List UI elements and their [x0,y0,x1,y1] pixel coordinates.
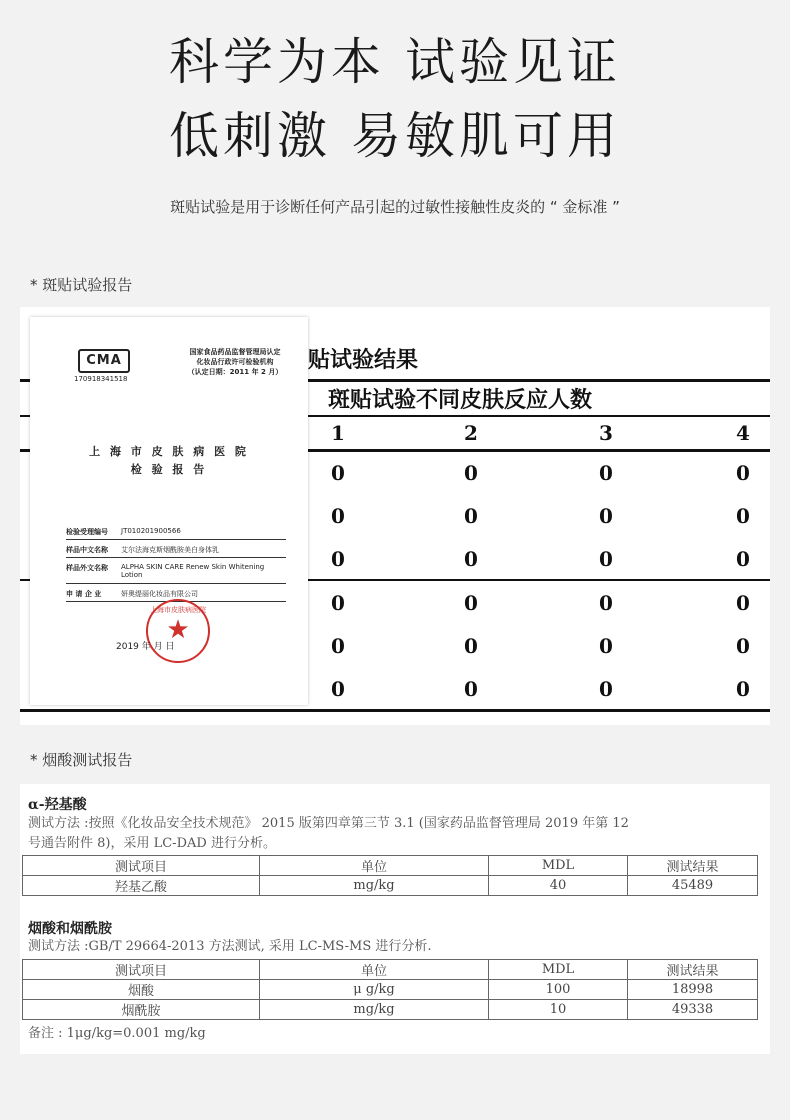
section-label-patch-test: * 斑贴试验报告 [30,276,133,294]
result-cell: 0 [464,461,478,485]
hospital-name: 上 海 市 皮 肤 病 医 院 [89,445,249,458]
table-cell: μ g/kg [260,980,489,1000]
doc-row-label: 申 请 企 业 [66,590,102,598]
report-date: 2019 年 月 日 [116,642,175,652]
seal-text: 上海市皮肤病医院 [150,606,206,614]
result-cell: 0 [736,634,750,658]
authority-line: 国家食品药品监督管理局认定 [189,348,281,356]
result-cell: 0 [464,677,478,701]
result-cell: 0 [736,461,750,485]
result-cell: 0 [599,677,613,701]
star-icon: ★ [166,615,190,645]
results-subtitle: 斑贴试验不同皮肤反应人数 [328,387,593,413]
doc-row-value: ALPHA SKIN CARE Renew Skin Whitening Lotion [121,563,265,579]
authority-line: （认定日期：2011 年 2 月） [187,368,283,376]
doc-row-label: 样品中文名称 [66,546,108,554]
table-row [23,980,758,1000]
result-cell: 0 [599,634,613,658]
table-header-cell: MDL [489,960,628,980]
result-cell: 0 [736,591,750,615]
block1-heading: α-羟基酸 [28,797,87,813]
result-cell: 0 [736,504,750,528]
table-cell: mg/kg [260,876,489,896]
table-row [23,876,758,896]
result-cell: 0 [736,547,750,571]
note: 备注 : 1μg/kg=0.001 mg/kg [28,1026,206,1041]
report-title: 检 验 报 告 [130,463,208,476]
result-cell: 0 [464,504,478,528]
table-cell: 45489 [628,876,758,896]
section-label-niacin-test: * 烟酸测试报告 [30,751,133,769]
table-header-row [23,856,758,876]
table-cell: 烟酸 [23,980,260,1000]
niacin-test-report-image [20,784,770,1054]
table-header-cell: MDL [489,856,628,876]
block2-heading: 烟酸和烟酰胺 [28,921,112,937]
table-cell: 烟酰胺 [23,1000,260,1020]
block2-table [22,959,758,1020]
doc-row-value: 艾尔法海克斯烟酰胺美白身体乳 [121,546,219,554]
authority-line: 化妆品行政许可检验机构 [196,358,274,366]
patch-test-report-image [20,307,770,725]
inspection-report-document [30,317,308,705]
table-header-cell: 测试项目 [23,960,260,980]
table-header-cell: 测试结果 [628,856,758,876]
result-cell: 0 [464,591,478,615]
authority-text [180,347,290,377]
table-header-row [23,960,758,980]
headline-line-1: 科学为本 试验见证 [169,33,621,91]
result-cell: 0 [331,634,345,658]
table-header-cell: 单位 [260,856,489,876]
table-cell: 18998 [628,980,758,1000]
table-header-cell: 测试项目 [23,856,260,876]
column-header-3: 3 [599,421,613,445]
result-cell: 0 [331,677,345,701]
subtitle: 斑贴试验是用于诊断任何产品引起的过敏性接触性皮炎的 “ 金标准 ” [170,198,620,216]
column-header-2: 2 [464,421,478,445]
red-seal [146,599,210,663]
block1-method-line1: 测试方法 :按照《化妆品安全技术规范》 2015 版第四章第三节 3.1 (国家药品监督管理局 2019 年第 12 [28,816,629,831]
column-header-4: 4 [736,421,750,445]
doc-row [66,561,286,584]
cma-number: 170918341518 [74,375,128,383]
table-row [23,1000,758,1020]
doc-row-label: 样品外文名称 [66,564,108,572]
table-cell: 10 [489,1000,628,1020]
result-cell: 0 [599,591,613,615]
result-cell: 0 [331,591,345,615]
headline-line-2: 低刺激 易敏肌可用 [169,107,621,165]
result-cell: 0 [331,504,345,528]
doc-row-value: JT010201900566 [121,527,181,535]
doc-row [66,543,286,558]
table-cell: 40 [489,876,628,896]
result-cell: 0 [331,461,345,485]
table-header-cell: 测试结果 [628,960,758,980]
doc-row-value: 妍奥缇丽化妆品有限公司 [121,590,198,598]
result-cell: 0 [464,634,478,658]
table-cell: 羟基乙酸 [23,876,260,896]
results-title: 贴试验结果 [308,347,419,373]
block1-table [22,855,758,896]
table-cell: mg/kg [260,1000,489,1020]
table-header-cell: 单位 [260,960,489,980]
doc-row-label: 检验受理编号 [66,528,108,536]
column-header-1: 1 [331,421,345,445]
result-cell: 0 [736,677,750,701]
doc-row [66,525,286,540]
block2-method: 测试方法 :GB/T 29664-2013 方法测试, 采用 LC-MS-MS 进行分析. [28,939,432,954]
result-cell: 0 [464,547,478,571]
result-cell: 0 [599,504,613,528]
cma-logo: CMA [78,349,130,373]
rule [20,709,770,712]
result-cell: 0 [331,547,345,571]
block1-method-line2: 号通告附件 8)，采用 LC-DAD 进行分析。 [28,836,276,851]
table-cell: 100 [489,980,628,1000]
result-cell: 0 [599,547,613,571]
result-cell: 0 [599,461,613,485]
table-cell: 49338 [628,1000,758,1020]
